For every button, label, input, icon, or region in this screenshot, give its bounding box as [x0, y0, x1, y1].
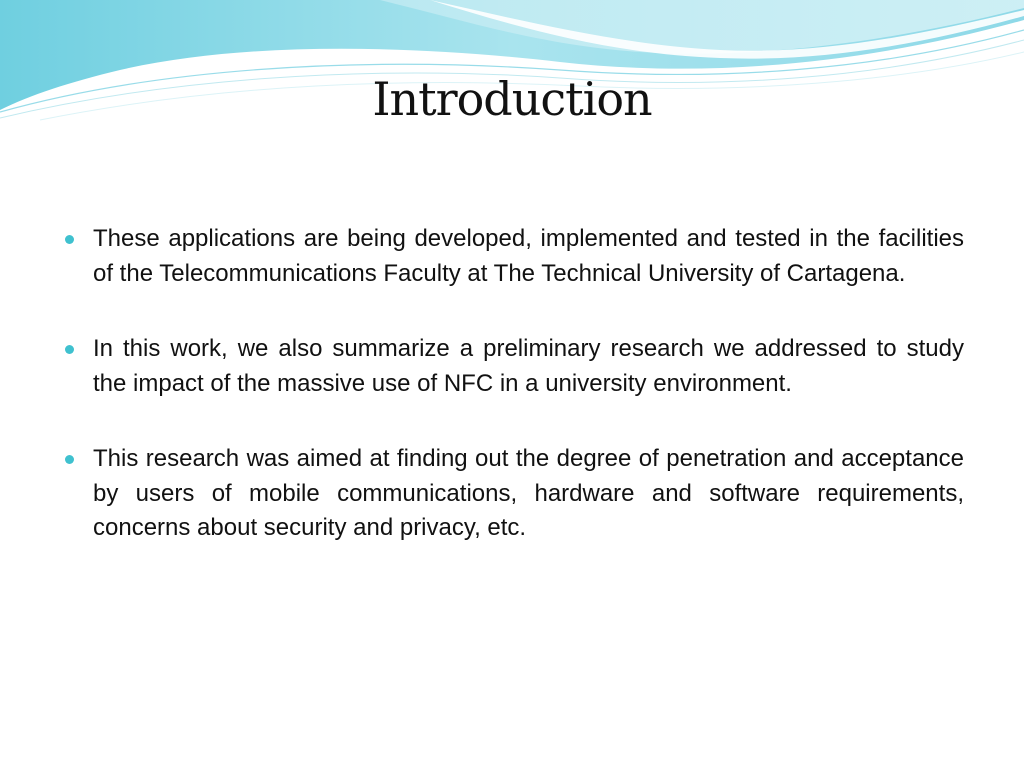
bullet-dot-icon	[65, 235, 74, 244]
bullet-item	[60, 442, 964, 546]
bullet-text: In this work, we also summarize a preliminary research we addressed to study the impact of the massive use of NFC in a university environment.	[93, 335, 964, 397]
slide-title: Introduction	[372, 72, 652, 126]
bullet-item	[60, 222, 964, 291]
bullet-list	[60, 222, 964, 587]
bullet-dot-icon	[65, 345, 74, 354]
bullet-dot-icon	[65, 455, 74, 464]
bullet-item	[60, 332, 964, 401]
bullet-text: This research was aimed at finding out the degree of penetration and acceptance by users of mobile communications, hardware and software requirements, concerns about security and privacy, etc.	[93, 445, 964, 541]
bullet-text: These applications are being developed, implemented and tested in the facilities of the Telecommunications Faculty at The Technical University of Cartagena.	[93, 225, 964, 287]
